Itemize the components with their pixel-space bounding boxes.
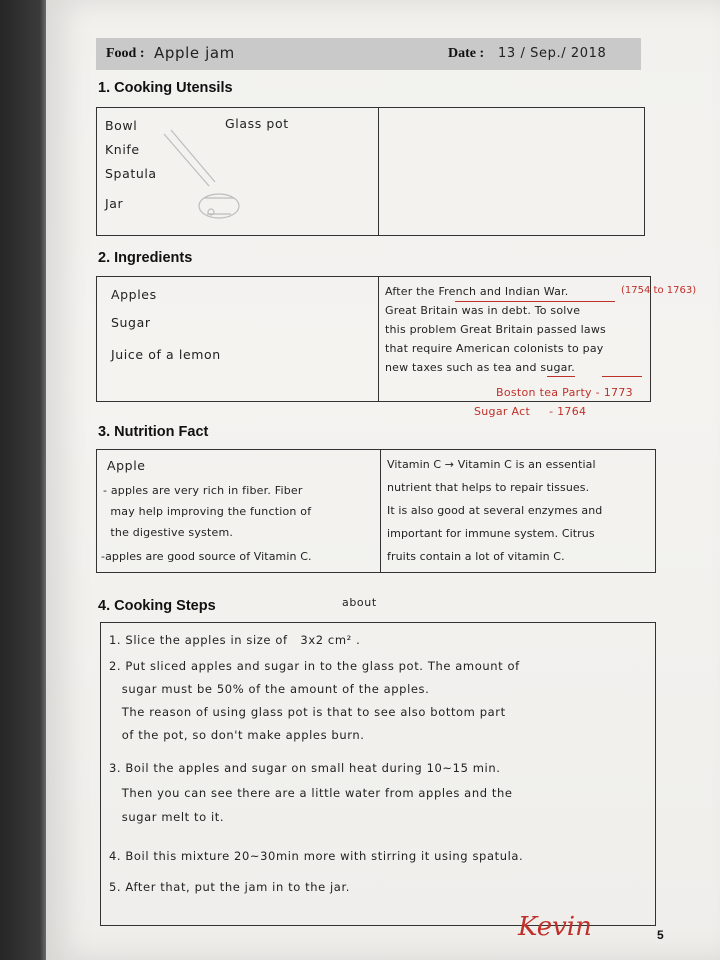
ingredient-item: Sugar — [111, 315, 151, 330]
date-label: Date : — [448, 46, 485, 61]
section-title-utensils: 1. Cooking Utensils — [98, 80, 233, 96]
tea-underline — [547, 376, 575, 377]
nutrition-left-line: - apples are very rich in fiber. Fiber — [103, 484, 303, 497]
utensils-box — [96, 107, 645, 236]
red-note-sugar-act: Sugar Act - 1764 — [474, 405, 587, 418]
war-years: (1754 to 1763) — [621, 285, 697, 296]
red-note-boston: Boston tea Party - 1773 — [496, 386, 633, 399]
nutrition-right-line: nutrient that helps to repair tissues. — [387, 481, 590, 494]
nutrition-right-line: It is also good at several enzymes and — [387, 504, 603, 517]
sugar-underline — [602, 376, 642, 377]
step-line: 2. Put sliced apples and sugar in to the glass pot. The amount of — [109, 659, 520, 673]
history-note-line: After the French and Indian War. — [385, 285, 569, 298]
utensils-divider — [378, 108, 379, 235]
utensil-item: Jar — [105, 196, 124, 211]
nutrition-right-line: important for immune system. Citrus — [387, 527, 595, 540]
date-value: 13 / Sep./ 2018 — [498, 46, 607, 61]
nutrition-left-line: Apple — [107, 458, 146, 473]
section-title-nutrition: 3. Nutrition Fact — [98, 424, 209, 440]
step-line: 4. Boil this mixture 20~30min more with stirring it using spatula. — [109, 849, 524, 863]
food-value: Apple jam — [154, 44, 235, 62]
history-note-line: Great Britain was in debt. To solve — [385, 304, 581, 317]
ingredient-item: Apples — [111, 287, 157, 302]
ingredients-box — [96, 276, 697, 402]
step-line: of the pot, so don't make apples burn. — [109, 728, 365, 742]
nutrition-box — [96, 449, 656, 573]
food-label: Food : — [106, 46, 145, 61]
signature: Kevin — [518, 912, 592, 942]
nutrition-left-line: may help improving the function of — [103, 505, 312, 518]
section-title-ingredients: 2. Ingredients — [98, 250, 193, 266]
ingredient-item: Juice of a lemon — [111, 347, 221, 362]
nutrition-divider — [380, 450, 381, 572]
page-number: 5 — [657, 928, 664, 942]
steps-annotation: about — [342, 596, 377, 609]
nutrition-left-line: the digestive system. — [103, 526, 234, 539]
nutrition-right-line: fruits contain a lot of vitamin C. — [387, 550, 565, 563]
step-line: sugar melt to it. — [109, 810, 225, 824]
ingredients-divider — [378, 277, 379, 401]
section-title-steps: 4. Cooking Steps — [98, 598, 216, 614]
step-line: The reason of using glass pot is that to see also bottom part — [109, 705, 506, 719]
nutrition-right-line: Vitamin C → Vitamin C is an essential — [387, 458, 596, 471]
steps-box — [100, 622, 656, 926]
history-note-line: that require American colonists to pay — [385, 342, 604, 355]
step-line: sugar must be 50% of the amount of the apples. — [109, 682, 430, 696]
step-line: 3. Boil the apples and sugar on small heat during 10~15 min. — [109, 761, 501, 775]
utensil-item: Bowl — [105, 118, 138, 133]
history-note-line: new taxes such as tea and sugar. — [385, 361, 575, 374]
utensil-sketch-icon — [159, 126, 249, 226]
nutrition-left-line: -apples are good source of Vitamin C. — [101, 550, 312, 563]
history-note-line: this problem Great Britain passed laws — [385, 323, 606, 336]
step-line: Then you can see there are a little water from apples and the — [109, 786, 513, 800]
step-line: 5. After that, put the jam in to the jar. — [109, 880, 350, 894]
header-bar — [96, 38, 641, 70]
utensil-item: Glass pot — [225, 116, 289, 131]
war-underline — [455, 301, 615, 302]
step-line: 1. Slice the apples in size of 3x2 cm² . — [109, 633, 361, 647]
utensil-item: Knife — [105, 142, 140, 157]
utensil-item: Spatula — [105, 166, 157, 181]
